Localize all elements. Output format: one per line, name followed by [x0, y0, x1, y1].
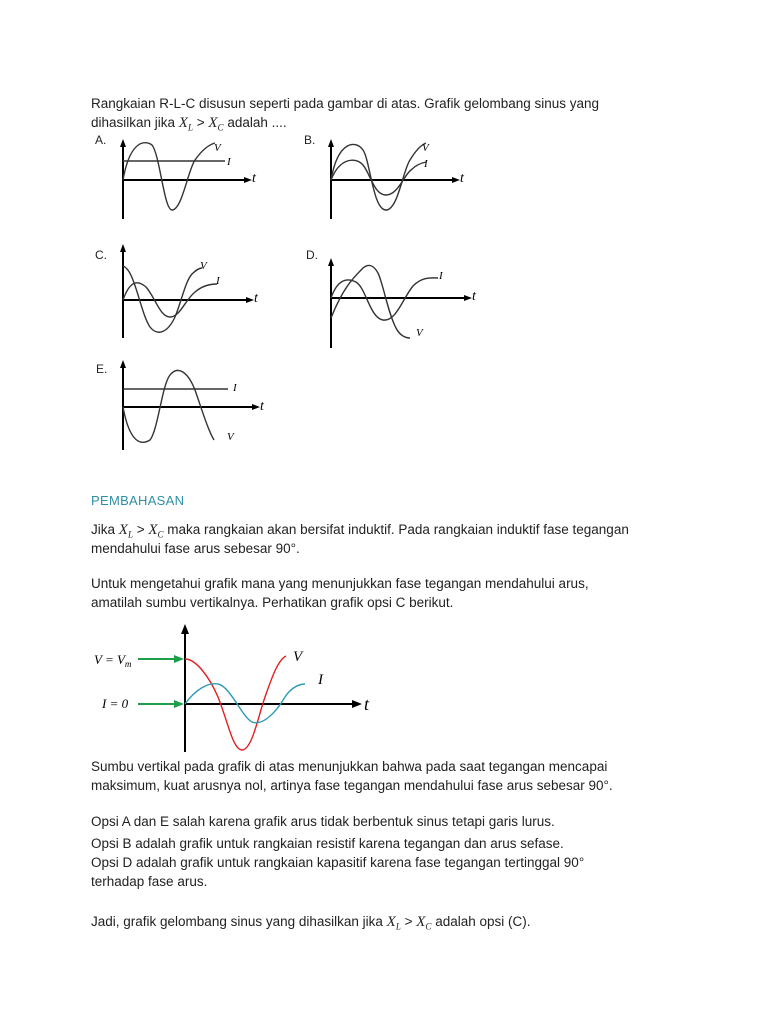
gt-symbol: > — [192, 115, 209, 130]
para1-mid: maka rangkaian akan bersifat induktif. Pada rangkaian induktif fase tegangan — [163, 522, 629, 537]
para4-line-3: Opsi D adalah grafik untuk rangkaian kapasitif karena fase tegangan tertinggal 90° — [91, 855, 585, 870]
question-post: adalah .... — [223, 115, 287, 130]
xl-symbol: X — [178, 115, 188, 131]
para1-xc-sub: C — [157, 529, 164, 540]
option-e-label: E. — [96, 362, 108, 376]
conclusion — [91, 912, 531, 937]
conclusion-xl: X — [386, 914, 396, 930]
para1-xl-sub: L — [127, 529, 133, 540]
para3-line-1: Sumbu vertikal pada grafik di atas menunjukkan bahwa pada saat tegangan mencapai — [91, 759, 608, 774]
conclusion-gt: > — [400, 914, 417, 929]
big-t-label: t — [364, 694, 370, 714]
graph-a-v-label: V — [214, 142, 221, 154]
conclusion-xc: X — [416, 914, 426, 930]
question-line-1: Rangkaian R-L-C disusun seperti pada gambar di atas. Grafik gelombang sinus yang — [91, 96, 600, 111]
para1-line-2: mendahului fase arus sebesar 90°. — [91, 541, 300, 556]
graph-b-i-label: I — [424, 158, 428, 170]
question-line-2 — [91, 113, 287, 138]
xc-symbol: X — [208, 115, 218, 131]
xl-sub: L — [187, 122, 193, 133]
graph-c-i-label: I — [216, 275, 220, 287]
graph-c-v-label: V — [200, 260, 207, 272]
xc-sub: C — [217, 122, 224, 133]
para1-xl: X — [118, 522, 128, 538]
big-graph — [90, 622, 390, 757]
para1-gt: > — [132, 522, 149, 537]
option-b-label: B. — [304, 133, 316, 147]
vm-label: $V = V_m$ — [94, 652, 132, 669]
graph-c — [110, 242, 270, 342]
conclusion-post: adalah opsi (C). — [431, 914, 531, 929]
option-d-label: D. — [306, 248, 318, 262]
graph-d-voltage-curve — [331, 265, 410, 338]
graph-e-i-label: I — [233, 382, 237, 394]
graph-c-t-label: t — [254, 291, 258, 306]
para3-line-2: maksimum, kuat arusnya nol, artinya fase tegangan mendahului fase arus sebesar 90°. — [91, 778, 613, 793]
option-a-label: A. — [95, 133, 107, 147]
graph-d-v-label: V — [416, 327, 423, 339]
conclusion-xl-sub: L — [395, 921, 401, 932]
graph-b-voltage-curve — [331, 143, 426, 210]
conclusion-pre: Jadi, grafik gelombang sinus yang dihasilkan jika — [91, 914, 387, 929]
graph-e-t-label: t — [260, 399, 264, 414]
graph-b — [318, 135, 478, 225]
graph-d-i-label: I — [439, 270, 443, 282]
para4-line-4: terhadap fase arus. — [91, 874, 208, 889]
question-pre: dihasilkan jika — [91, 115, 179, 130]
big-i-label: I — [318, 672, 323, 688]
graph-e — [110, 360, 280, 455]
para2-line-1: Untuk mengetahui grafik mana yang menunjukkan fase tegangan mendahului arus, — [91, 576, 589, 591]
i0-label: I = 0 — [102, 696, 129, 711]
graph-a-voltage-curve — [123, 143, 215, 210]
graph-b-t-label: t — [460, 171, 464, 186]
para1-pre: Jika — [91, 522, 119, 537]
graph-b-current-curve — [331, 160, 426, 195]
option-c-label: C. — [95, 248, 107, 262]
graph-e-v-label: V — [227, 431, 234, 443]
para4-line-2: Opsi B adalah grafik untuk rangkaian resistif karena tegangan dan arus sefase. — [91, 836, 564, 851]
conclusion-xc-sub: C — [425, 921, 432, 932]
para1-xc: X — [148, 522, 158, 538]
para4-line-1: Opsi A dan E salah karena grafik arus tidak berbentuk sinus tetapi garis lurus. — [91, 814, 555, 829]
graph-a — [110, 135, 270, 225]
graph-d — [318, 258, 488, 353]
big-v-label: V — [293, 649, 303, 665]
graph-a-t-label: t — [252, 171, 256, 186]
graph-a-i-label: I — [227, 156, 231, 168]
graph-b-v-label: V — [422, 142, 429, 154]
graph-d-t-label: t — [472, 289, 476, 304]
para2-line-2: amatilah sumbu vertikalnya. Perhatikan grafik opsi C berikut. — [91, 595, 454, 610]
section-heading: PEMBAHASAN — [91, 493, 185, 508]
